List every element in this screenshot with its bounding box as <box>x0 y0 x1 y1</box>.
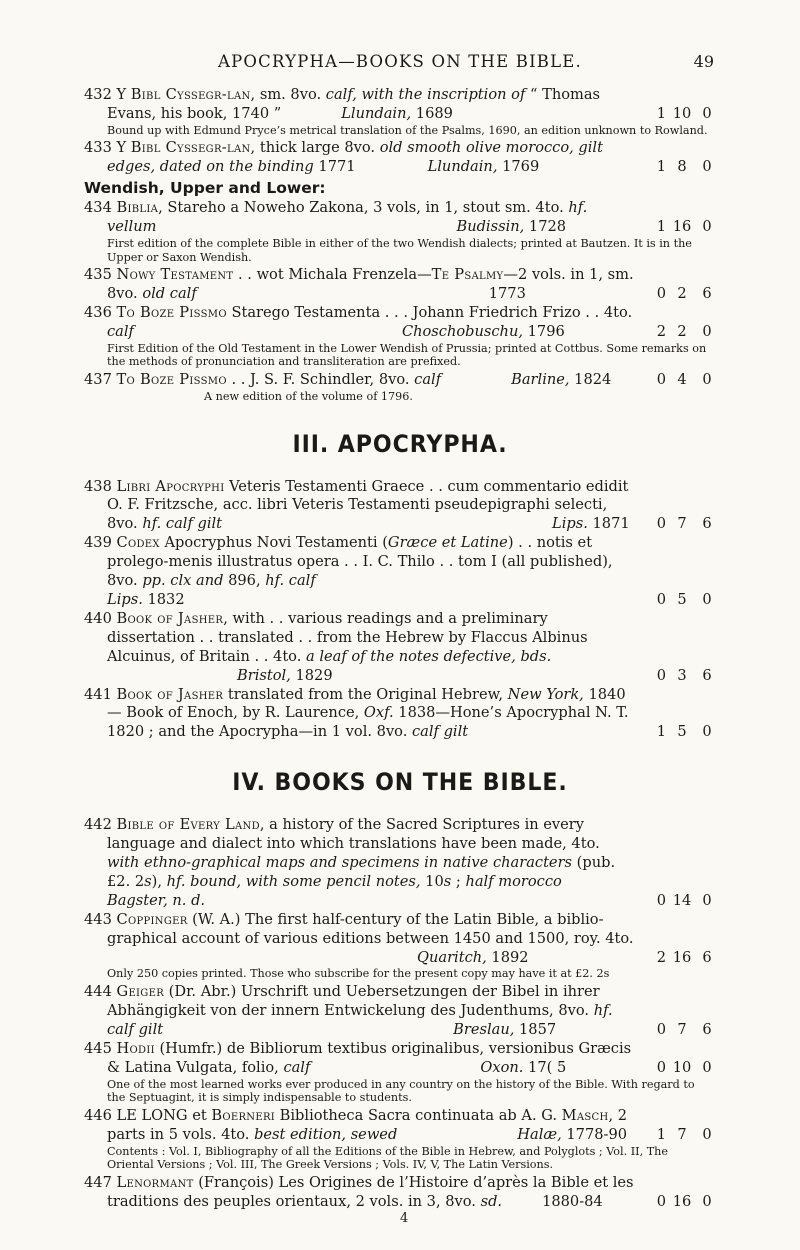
entry-price: 2 2 0 <box>656 322 712 340</box>
catalogue-entry <box>84 478 716 535</box>
catalogue-entry <box>84 816 716 911</box>
catalogue-entry <box>84 610 716 686</box>
entry-price: 0 7 6 <box>656 1020 712 1038</box>
entry-text: 443 Coppinger (W. A.) The first half-century of the Latin Bible, a biblio-graphical account of various editions between 1450 and 1500, roy. 4to. Quaritch, 1892 <box>84 910 634 966</box>
entry-price: 2 16 6 <box>656 948 712 966</box>
catalogue-entry <box>84 266 716 304</box>
entry-text: 435 Nowy Testament . . wot Michala Frenzela—Te Psalmy—2 vols. in 1, sm. 8vo. old calf 1773 <box>84 266 634 303</box>
entry-note: A new edition of the volume of 1796. <box>204 389 413 403</box>
entry-text: 432 Y Bibl Cyssegr-lan, sm. 8vo. calf, with the inscription of “ Thomas Evans, his book, 1740 ” Llundain, 1689 <box>84 86 601 122</box>
entry-text: 441 Book of Jasher translated from the Original Hebrew, New York, 1840— Book of Enoch, by R. Laurence, Oxf. 1838—Hone’s Apocryphal N. T. 1820 ; and the Apocrypha—in 1 vol. 8vo. calf gilt <box>84 685 629 741</box>
subheading-wendish: Wendish, Upper and Lower: <box>84 179 326 198</box>
entry-price: 1 5 0 <box>656 723 712 741</box>
catalogue-entry <box>84 534 716 610</box>
entry-note: Bound up with Edmund Pryce’s metrical translation of the Psalms, 1690, an edition unknown to Rowland. <box>107 123 708 137</box>
entry-price: 1 7 0 <box>656 1125 712 1143</box>
running-title: APOCRYPHA—BOOKS ON THE BIBLE. <box>218 52 582 71</box>
catalogue-entry <box>84 86 716 124</box>
catalogue-entry <box>84 371 716 390</box>
entry-price: 0 2 6 <box>656 285 712 303</box>
catalogue-entry <box>84 139 716 177</box>
entry-price: 0 14 0 <box>656 891 712 909</box>
entry-text: 434 Biblia, Stareho a Noweho Zakona, 3 vols, in 1, stout sm. 4to. hf. vellum Budissin, 1728 <box>84 199 588 236</box>
entry-price: 1 10 0 <box>656 104 712 122</box>
entry-note: One of the most learned works ever produced in any country on the history of the Bible. With regard to the Septuagint, it is simply indispensable to students. <box>107 1077 695 1105</box>
entry-note: First edition of the complete Bible in either of the two Wendish dialects; printed at Bautzen. It is in the Upper or Saxon Wendish. <box>107 237 692 264</box>
catalogue-entry <box>84 1040 716 1078</box>
entry-text: 433 Y Bibl Cyssegr-lan, thick large 8vo. old smooth olive morocco, gilt edges, dated on the binding 1771 Llundain, 1769 <box>84 139 603 176</box>
section-heading-books: IV. BOOKS ON THE BIBLE. <box>232 768 568 797</box>
section-heading-apocrypha: III. APOCRYPHA. <box>292 429 508 458</box>
entry-text: 438 Libri Apocryphi Veteris Testamenti Graece . . cum commentario edidit O. F. Fritzsche, acc. libri Veteris Testamenti pseudepigraphi selecti, 8vo. hf. calf gilt Lips. 1871 <box>84 477 630 533</box>
entry-price: 1 8 0 <box>656 158 712 176</box>
entry-price: 0 10 0 <box>656 1058 712 1076</box>
entry-text: 440 Book of Jasher, with . . various readings and a preliminary dissertation . . translated . . from the Hebrew by Flaccus Albinus Alcuinus, of Britain . . 4to. a leaf of the notes defective, bds.Bristol, 1829 <box>84 609 588 684</box>
catalogue-entry <box>84 304 716 342</box>
entry-note: First Edition of the Old Testament in the Lower Wendish of Prussia; printed at Cottbus. Some remarks on the methods of pronunciation and transliteration are prefixed. <box>107 341 707 369</box>
entry-text: 445 Hodii (Humfr.) de Bibliorum textibus originalibus, versionibus Græcis & Latina Vulgata, folio, calf Oxon. 17( 5 <box>84 1039 632 1076</box>
entry-price: 1 16 0 <box>656 218 712 236</box>
entry-text: 447 Lenormant (François) Les Origines de l’Histoire d’après la Bible et les traditions des peuples orientaux, 2 vols. in 3, 8vo. sd. 1880-84 <box>84 1173 634 1210</box>
entry-text: 436 To Boze Pissmo Starego Testamenta . . . Johann Friedrich Frizo . . 4to. calf Choschobuschu, 1796 <box>84 304 633 340</box>
entry-price: 0 3 6 <box>656 666 712 684</box>
entry-price: 0 16 0 <box>656 1192 712 1210</box>
page-number: 49 <box>693 52 714 71</box>
entry-text: 439 Codex Apocryphus Novi Testamenti (Græce et Latine) . . notis et prolego-menis illustratus opera . . I. C. Thilo . . tom I (all published), 8vo. pp. clx and 896, hf. calfLips. 1832 <box>84 534 613 608</box>
entry-price: 0 4 0 <box>656 371 712 389</box>
entry-text: 444 Geiger (Dr. Abr.) Urschrift und Uebersetzungen der Bibel in ihrer Abhängigkeit von der innern Entwickelung des Judenthums, 8vo. hf. calf gilt Breslau, 1857 <box>84 983 613 1038</box>
entry-note: Only 250 copies printed. Those who subscribe for the present copy may have it at £2. 2s <box>107 967 610 981</box>
entry-note: Contents : Vol. I, Bibliography of all the Editions of the Bible in Hebrew, and Polyglots ; Vol. II, The Oriental Versions ; Vol. III, The Greek Versions ; Vols. IV, V, The Latin Versions. <box>107 1144 668 1172</box>
catalogue-entry <box>84 1174 716 1212</box>
catalogue-entry <box>84 911 716 968</box>
catalogue-entry <box>84 1107 716 1145</box>
entry-price: 0 7 6 <box>656 515 712 533</box>
catalogue-content <box>84 86 716 1226</box>
running-head <box>86 52 714 76</box>
signature-mark: 4 <box>400 1210 409 1226</box>
entry-text: 437 To Boze Pissmo . . J. S. F. Schindler, 8vo. calf Barline, 1824 <box>84 371 612 389</box>
catalogue-entry <box>84 686 716 743</box>
entry-text: 446 LE LONG et Boerneri Bibliotheca Sacra continuata ab A. G. Masch, 2 parts in 5 vols. 4to. best edition, sewed Halæ, 1778-90 <box>84 1106 628 1143</box>
entry-price: 0 5 0 <box>656 590 712 608</box>
catalogue-entry <box>84 983 716 1040</box>
catalogue-entry <box>84 199 716 237</box>
entry-text: 442 Bible of Every Land, a history of the Sacred Scriptures in every language and dialect into which translations have been made, 4to. with ethno-graphical maps and specimens in native characters (pub. £2. 2s), hf. bound, with some pencil notes, 10s ; half moroccoBagster, n. d. <box>84 816 616 909</box>
